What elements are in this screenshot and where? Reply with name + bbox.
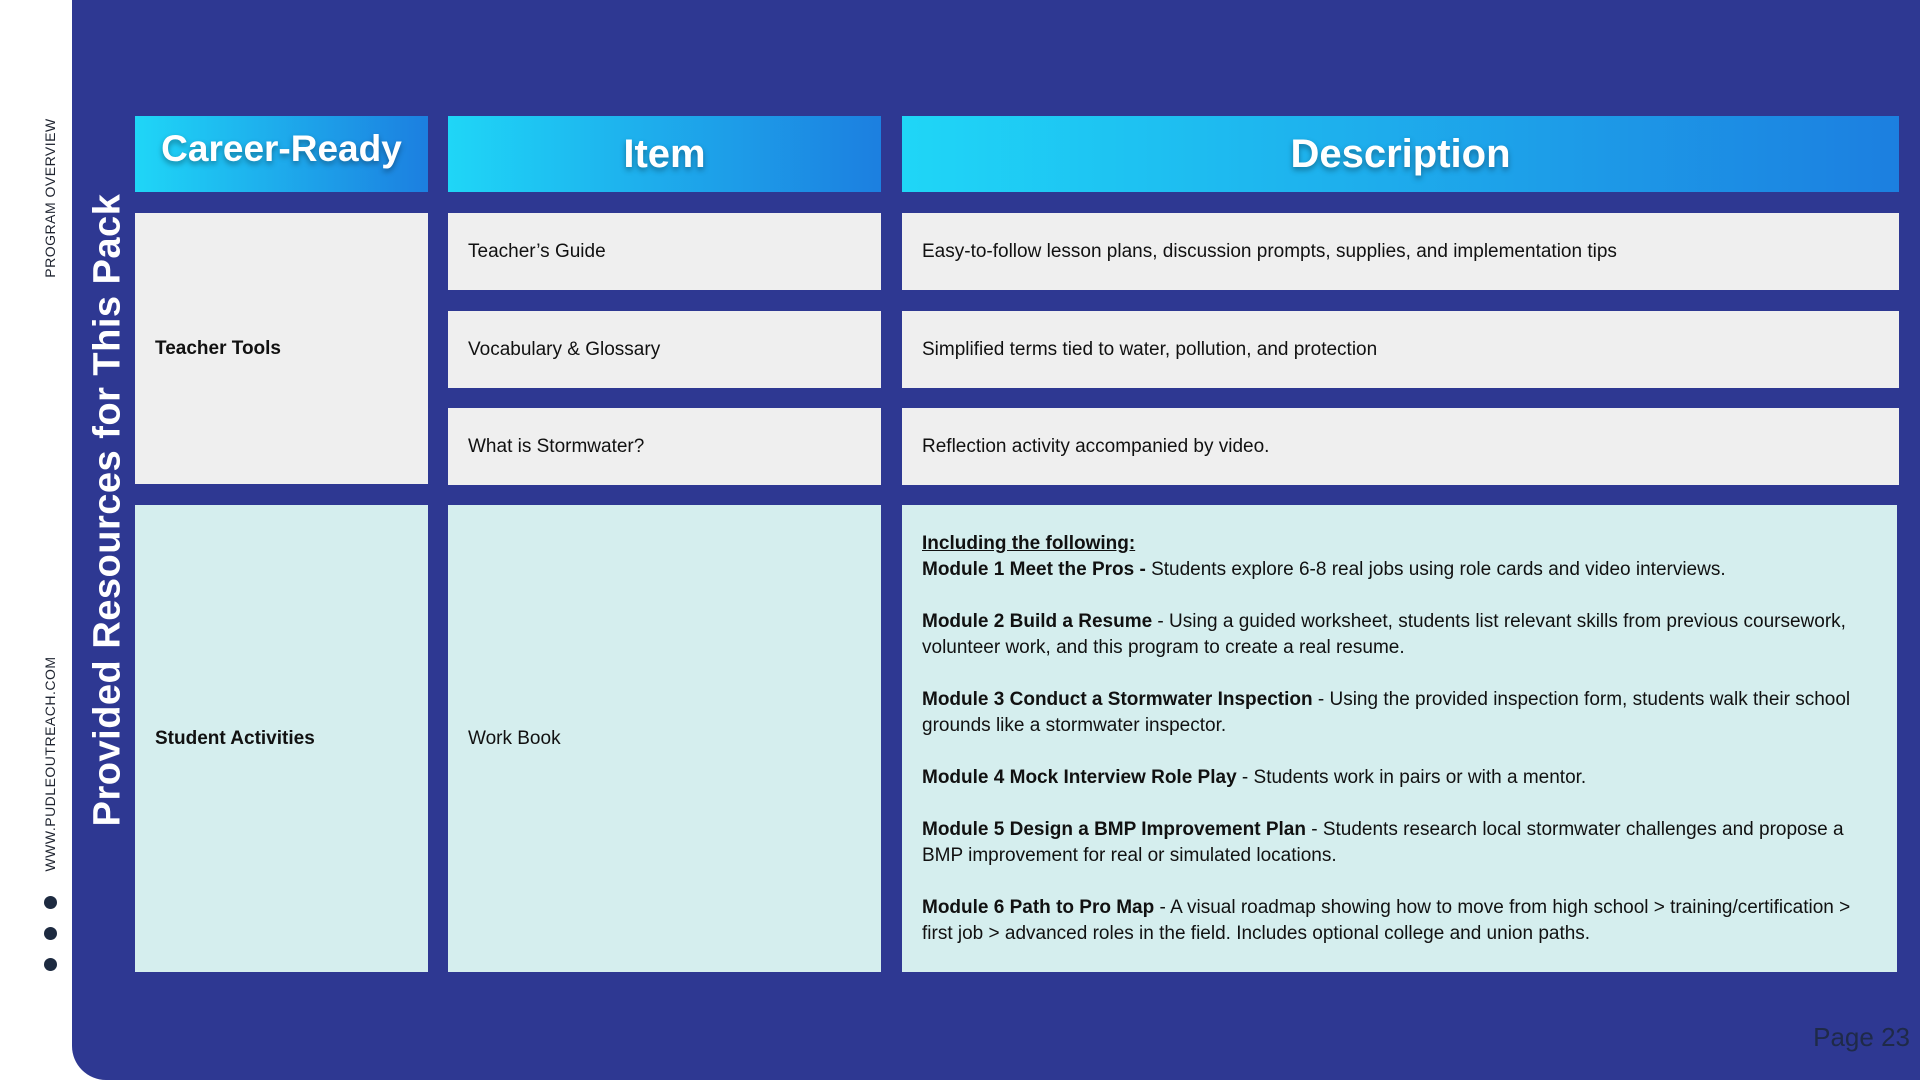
bullet-dot (44, 958, 57, 971)
module-title: Module 2 Build a Resume (922, 611, 1153, 632)
bullet-dot (44, 927, 57, 940)
item-teachers-guide: Teacher’s Guide (448, 213, 881, 290)
section-label: PROGRAM OVERVIEW (42, 118, 58, 278)
header-category: Career-Ready (135, 116, 428, 192)
module-title: Module 1 Meet the Pros - (922, 559, 1146, 580)
module-text: - A visual roadmap showing how to move from high school > training/certification > first job > advanced roles in the field. Includes optional college and union paths. (922, 897, 1851, 944)
header-item: Item (448, 116, 881, 192)
module-item (922, 609, 1877, 661)
module-title: Module 3 Conduct a Stormwater Inspection (922, 689, 1313, 710)
module-text: - Using the provided inspection form, students walk their school grounds like a stormwater inspector. (922, 689, 1851, 736)
page-number: Page 23 (1813, 1022, 1910, 1052)
modules-intro: Including the following: (922, 533, 1136, 554)
module-title: Module 6 Path to Pro Map (922, 897, 1155, 918)
item-vocabulary: Vocabulary & Glossary (448, 311, 881, 388)
module-item (922, 895, 1877, 947)
item-workbook: Work Book (448, 505, 881, 972)
category-student-activities: Student Activities (135, 505, 428, 972)
bullet-dot (44, 896, 57, 909)
module-text: - Students research local stormwater challenges and propose a BMP improvement for real or simulated locations. (922, 819, 1844, 866)
website-label: WWW.PUDLEOUTREACH.COM (42, 656, 58, 872)
module-text: - Using a guided worksheet, students list relevant skills from previous coursework, volunteer work, and this program to create a real resume. (922, 611, 1846, 658)
description-stormwater: Reflection activity accompanied by video. (902, 408, 1899, 485)
module-item (922, 557, 1877, 583)
item-stormwater: What is Stormwater? (448, 408, 881, 485)
description-teachers-guide: Easy-to-follow lesson plans, discussion prompts, supplies, and implementation tips (902, 213, 1899, 290)
module-title: Module 4 Mock Interview Role Play (922, 767, 1237, 788)
module-item (922, 765, 1877, 791)
module-title: Module 5 Design a BMP Improvement Plan (922, 819, 1306, 840)
module-text: - Students work in pairs or with a mentor. (1236, 767, 1587, 788)
category-teacher-tools: Teacher Tools (135, 213, 428, 484)
description-vocabulary: Simplified terms tied to water, pollution, and protection (902, 311, 1899, 388)
header-description: Description (902, 116, 1899, 192)
module-text: Students explore 6-8 real jobs using role cards and video interviews. (1145, 559, 1726, 580)
page-title: Provided Resources for This Pack (86, 193, 129, 827)
description-workbook (902, 505, 1897, 972)
module-item (922, 817, 1877, 869)
module-item (922, 687, 1877, 739)
